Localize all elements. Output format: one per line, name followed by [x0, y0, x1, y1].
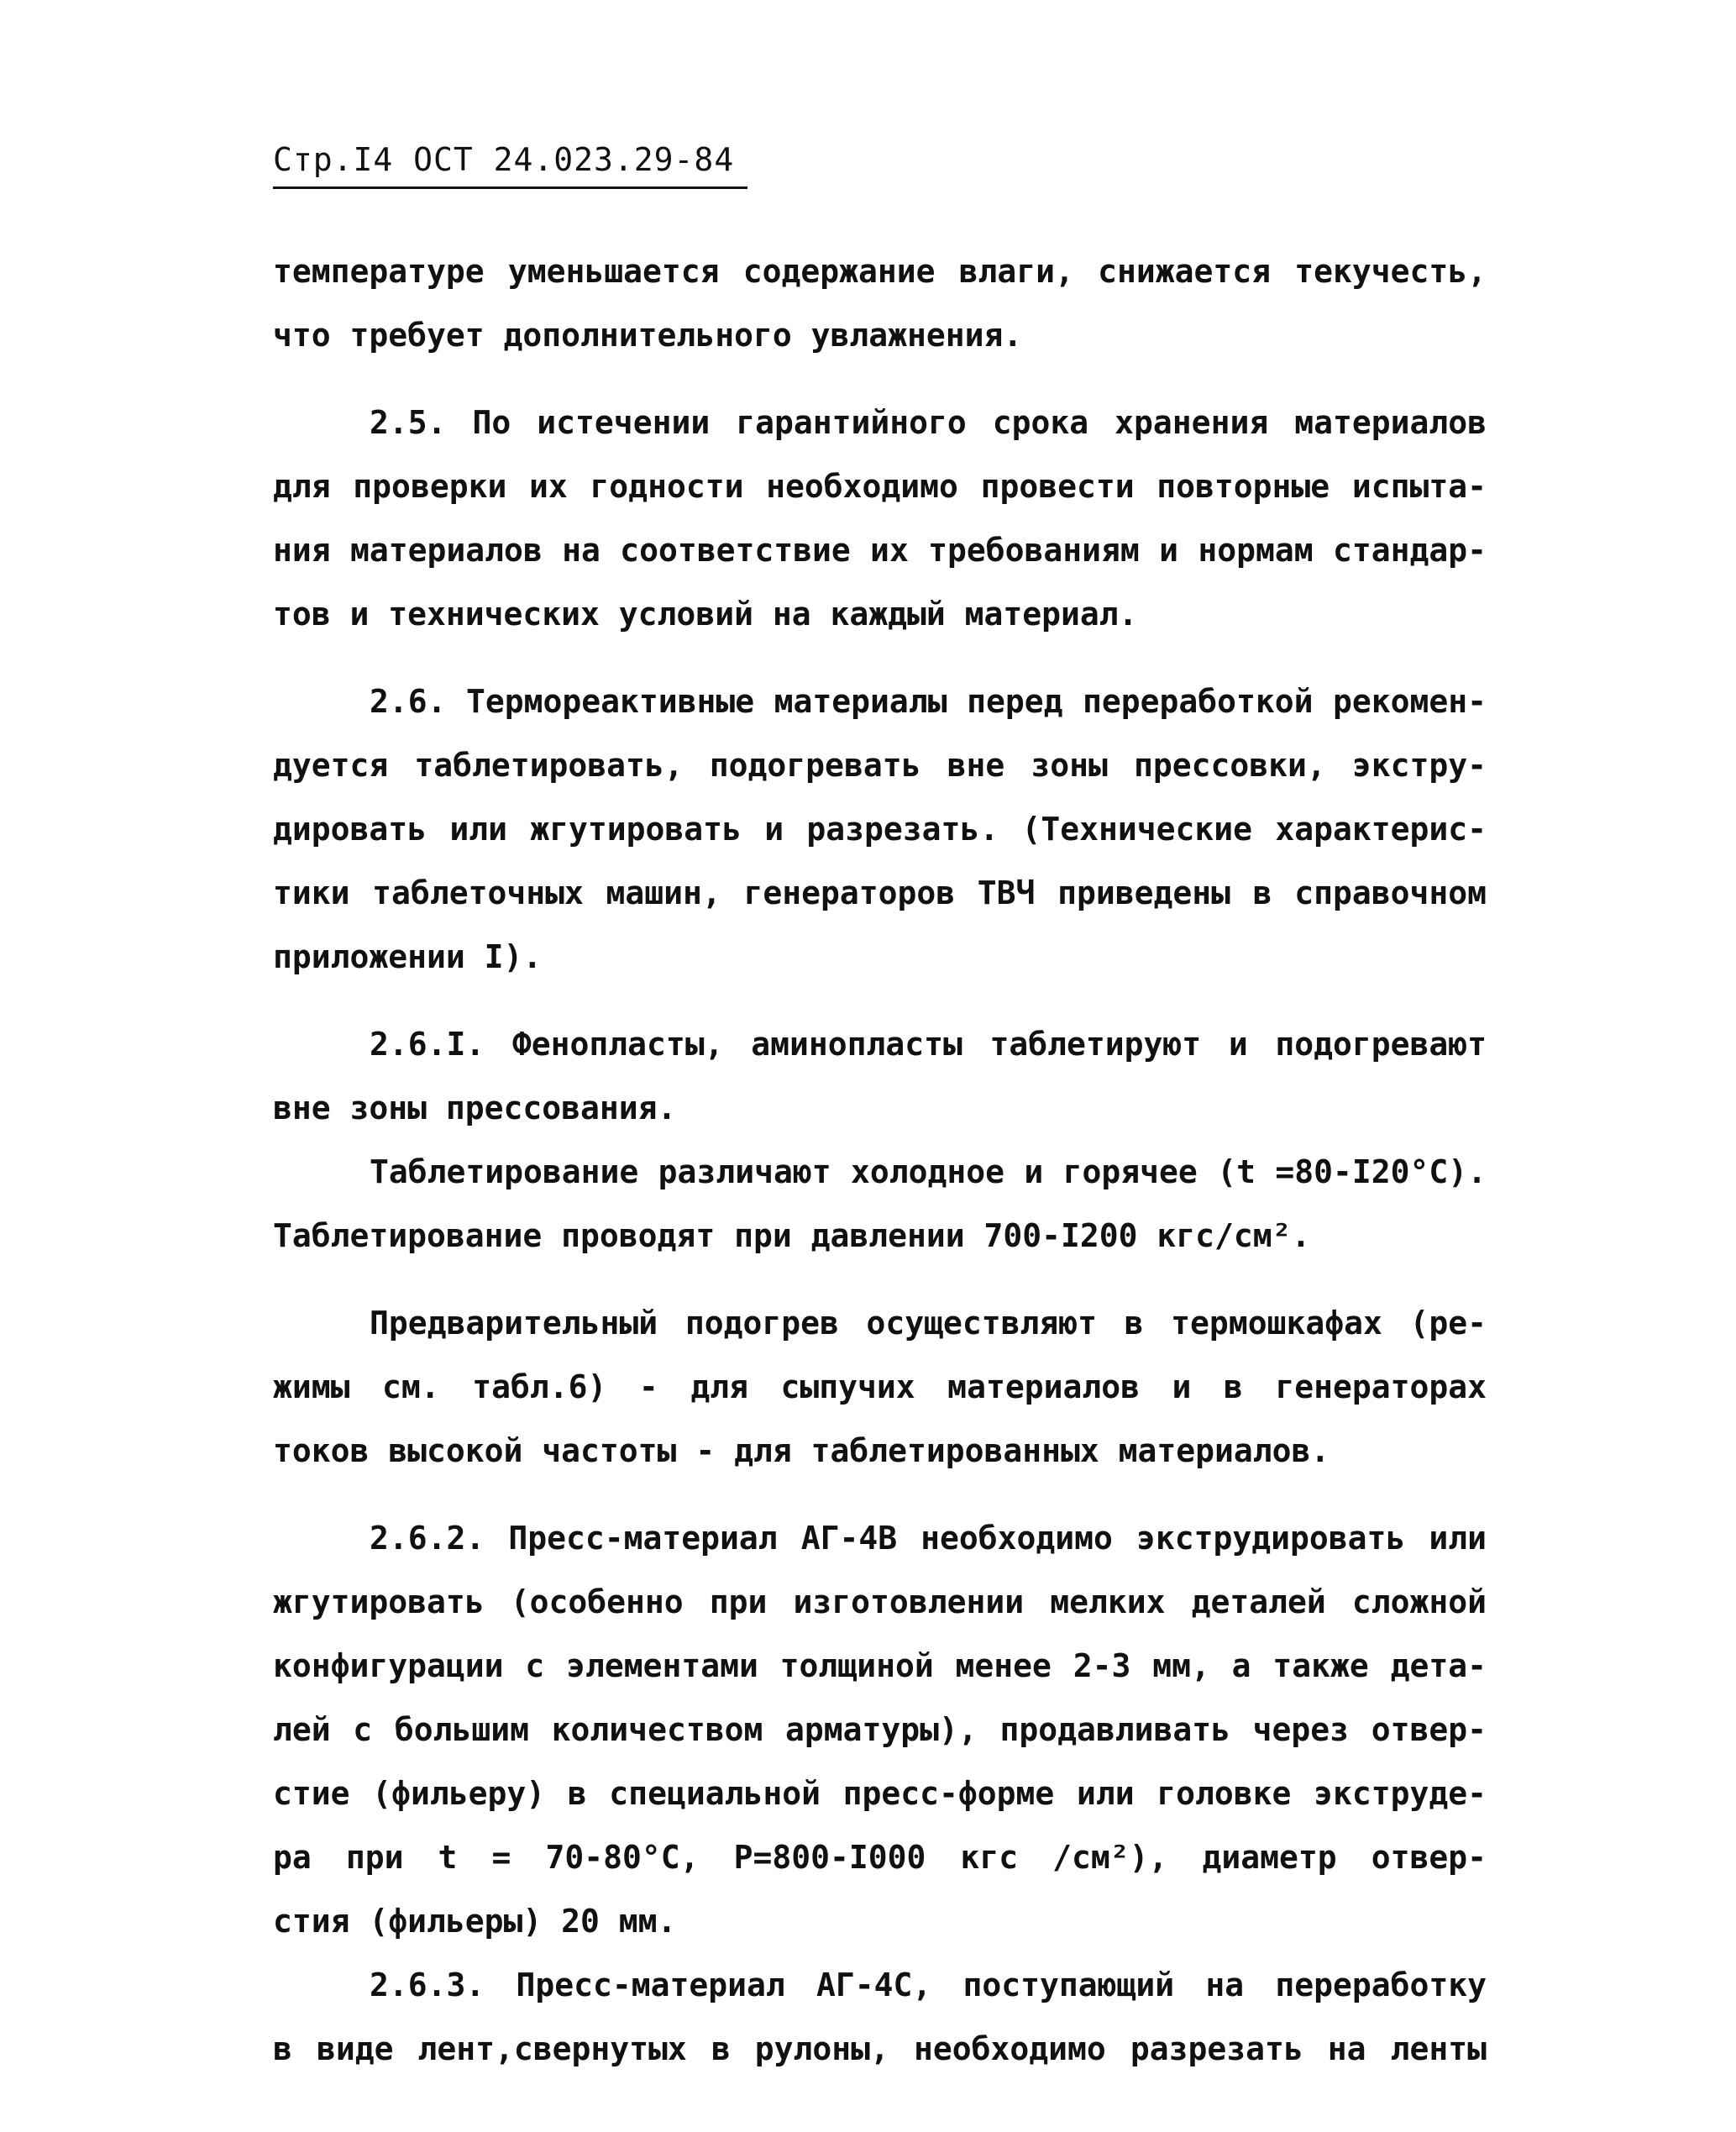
text-line: Таблетирование различают холодное и горячее (t =80-I20°C).	[370, 1153, 1487, 1190]
text-line: лей с большим количеством арматуры), продавливать через отвер-	[273, 1711, 1487, 1748]
text-line: в виде лент,свернутых в рулоны, необходимо разрезать на ленты	[273, 2030, 1487, 2067]
text-line: конфигурации с элементами толщиной менее 2-3 мм, а также дета-	[273, 1647, 1487, 1684]
text-line: ния материалов на соответствие их требованиям и нормам стандар-	[273, 532, 1487, 569]
text-line: вне зоны прессования.	[273, 1090, 677, 1126]
text-line: жгутировать (особенно при изготовлении мелких деталей сложной	[273, 1583, 1487, 1620]
text-line: что требует дополнительного увлажнения.	[273, 317, 1023, 354]
text-line: дировать или жгутировать и разрезать. (Технические характерис-	[273, 811, 1487, 848]
text-line: 2.6.I. Фенопласты, аминопласты таблетируют и подогревают	[370, 1026, 1487, 1063]
text-line: ра при t = 70-80°C, P=800-I000 кгс /см²), диаметр отвер-	[273, 1839, 1487, 1876]
text-line: стия (фильеры) 20 мм.	[273, 1903, 677, 1940]
document-body	[273, 239, 1487, 2081]
text-line: тов и технических условий на каждый материал.	[273, 596, 1138, 633]
text-line: токов высокой частоты - для таблетированных материалов.	[273, 1432, 1330, 1469]
text-line: Таблетирование проводят при давлении 700-I200 кгс/см².	[273, 1217, 1311, 1254]
text-line: 2.6.2. Пресс-материал АГ-4В необходимо экструдировать или	[370, 1520, 1487, 1557]
text-line: температуре уменьшается содержание влаги, снижается текучесть,	[273, 253, 1487, 290]
text-line: 2.6. Термореактивные материалы перед переработкой рекомен-	[370, 683, 1487, 720]
text-line: для проверки их годности необходимо провести повторные испыта-	[273, 468, 1487, 505]
text-line: 2.5. По истечении гарантийного срока хранения материалов	[370, 404, 1487, 441]
text-line: 2.6.3. Пресс-материал АГ-4С, поступающий на переработку	[370, 1967, 1487, 2003]
text-line: Предварительный подогрев осуществляют в термошкафах (ре-	[370, 1305, 1487, 1342]
page-header: Стр.I4 ОСТ 24.023.29-84	[273, 141, 747, 189]
text-line: жимы см. табл.6) - для сыпучих материалов и в генераторах	[273, 1368, 1487, 1405]
text-line: дуется таблетировать, подогревать вне зоны прессовки, экстру-	[273, 747, 1487, 784]
text-line: приложении I).	[273, 938, 543, 975]
text-line: тики таблеточных машин, генераторов ТВЧ приведены в справочном	[273, 874, 1487, 911]
text-line: стие (фильеру) в специальной пресс-форме или головке экструде-	[273, 1775, 1487, 1812]
